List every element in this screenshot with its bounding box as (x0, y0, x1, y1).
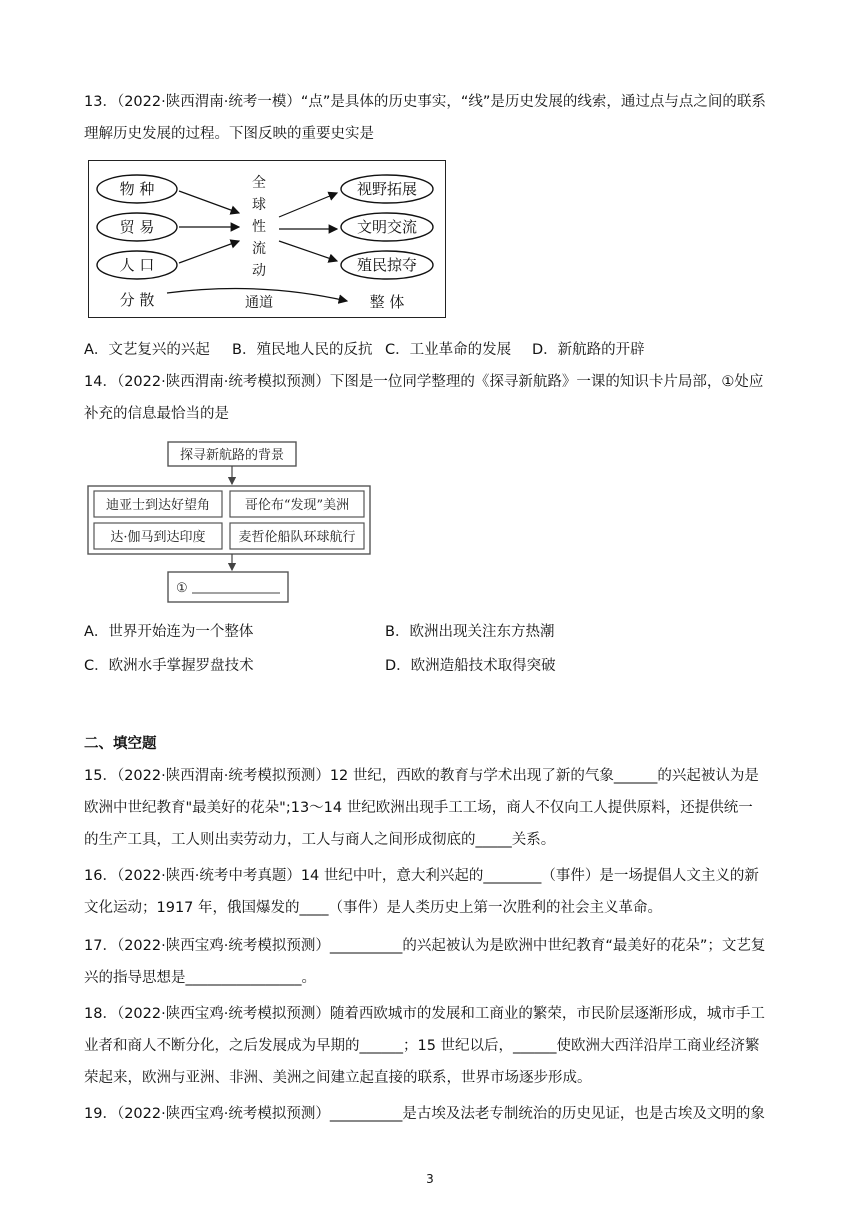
card-cell-4: 麦哲伦船队环球航行 (238, 530, 356, 545)
page-number: 3 (426, 1172, 434, 1186)
bottom-right-label: 整 体 (369, 293, 405, 311)
q13-option-a: A．文艺复兴的兴起 (84, 342, 210, 358)
left-item-2: 贸 易 (119, 218, 155, 236)
card-cell-3: 达·伽马到达印度 (110, 530, 206, 545)
right-item-3: 殖民掠夺 (356, 256, 418, 274)
q16-line-1: 16．（2022·陕西·统考中考真题）14 世纪中叶，意大利兴起的________（事件）是一场提倡人文主义的新 (84, 868, 759, 884)
card-cell-2: 哥伦布“发现”美洲 (244, 498, 350, 513)
q13-option-d: D．新航路的开辟 (532, 342, 645, 358)
q15-line-1: 15．（2022·陕西渭南·统考模拟预测）12 世纪，西欧的教育与学术出现了新的气象______的兴起被认为是 (84, 768, 759, 784)
q13-line-1: 13．（2022·陕西渭南·统考一模）“点”是具体的历史事实，“线”是历史发展的线索，通过点与点之间的联系 (84, 94, 766, 110)
q15-line-2: 欧洲中世纪教育"最美好的花朵";13～14 世纪欧洲出现手工工场，商人不仅向工人提供原料，还提供统一 (84, 800, 753, 816)
right-item-1: 视野拓展 (356, 180, 418, 198)
card-top-box: 探寻新航路的背景 (179, 448, 285, 463)
center-char-5: 动 (252, 263, 266, 279)
q17-line-2: 兴的指导思想是________________。 (84, 970, 316, 986)
right-item-2: 文明交流 (356, 218, 418, 236)
q18-line-2: 业者和商人不断分化，之后发展成为早期的______；15 世纪以后，______使欧洲大西洋沿岸工商业经济繁 (84, 1038, 760, 1054)
q14-option-c: C．欧洲水手掌握罗盘技术 (84, 658, 254, 674)
left-item-1: 物 种 (119, 180, 155, 198)
center-char-1: 全 (252, 175, 266, 191)
q13-flow-diagram (88, 160, 446, 318)
q15-line-3: 的生产工具，工人则出卖劳动力，工人与商人之间形成彻底的_____关系。 (84, 832, 556, 848)
card-bottom-box: ① (176, 581, 188, 596)
q13-option-b: B．殖民地人民的反抗 (232, 342, 373, 358)
q16-line-2: 文化运动；1917 年，俄国爆发的____（事件）是人类历史上第一次胜利的社会主义革命。 (84, 900, 663, 916)
q14-option-d: D．欧洲造船技术取得突破 (385, 658, 556, 674)
card-cell-1: 迪亚士到达好望角 (105, 498, 211, 513)
bottom-middle-label: 通道 (245, 295, 273, 311)
bottom-left-label: 分 散 (119, 291, 155, 309)
section-title: 二、填空题 (84, 736, 157, 752)
q19-line-1: 19．（2022·陕西宝鸡·统考模拟预测）__________是古埃及法老专制统治的历史见证，也是古埃及文明的象 (84, 1106, 765, 1122)
q13-line-2: 理解历史发展的过程。下图反映的重要史实是 (84, 126, 374, 142)
q13-option-c: C．工业革命的发展 (385, 342, 512, 358)
q14-option-b: B．欧洲出现关注东方热潮 (385, 624, 555, 640)
q14-knowledge-card (86, 440, 376, 606)
center-char-2: 球 (252, 197, 266, 213)
q14-line-2: 补充的信息最恰当的是 (84, 406, 229, 422)
q14-option-a: A．世界开始连为一个整体 (84, 624, 254, 640)
q17-line-1: 17．（2022·陕西宝鸡·统考模拟预测）__________的兴起被认为是欧洲中世纪教育“最美好的花朵”；文艺复 (84, 938, 766, 954)
center-char-3: 性 (252, 219, 266, 235)
left-item-3: 人 口 (119, 256, 155, 274)
q18-line-3: 荣起来，欧洲与亚洲、非洲、美洲之间建立起直接的联系，世界市场逐步形成。 (84, 1070, 592, 1086)
center-char-4: 流 (252, 241, 266, 257)
q18-line-1: 18．（2022·陕西宝鸡·统考模拟预测）随着西欧城市的发展和工商业的繁荣，市民阶层逐渐形成，城市手工 (84, 1006, 765, 1022)
q14-line-1: 14．（2022·陕西渭南·统考模拟预测）下图是一位同学整理的《探寻新航路》一课的知识卡片局部，①处应 (84, 374, 764, 390)
